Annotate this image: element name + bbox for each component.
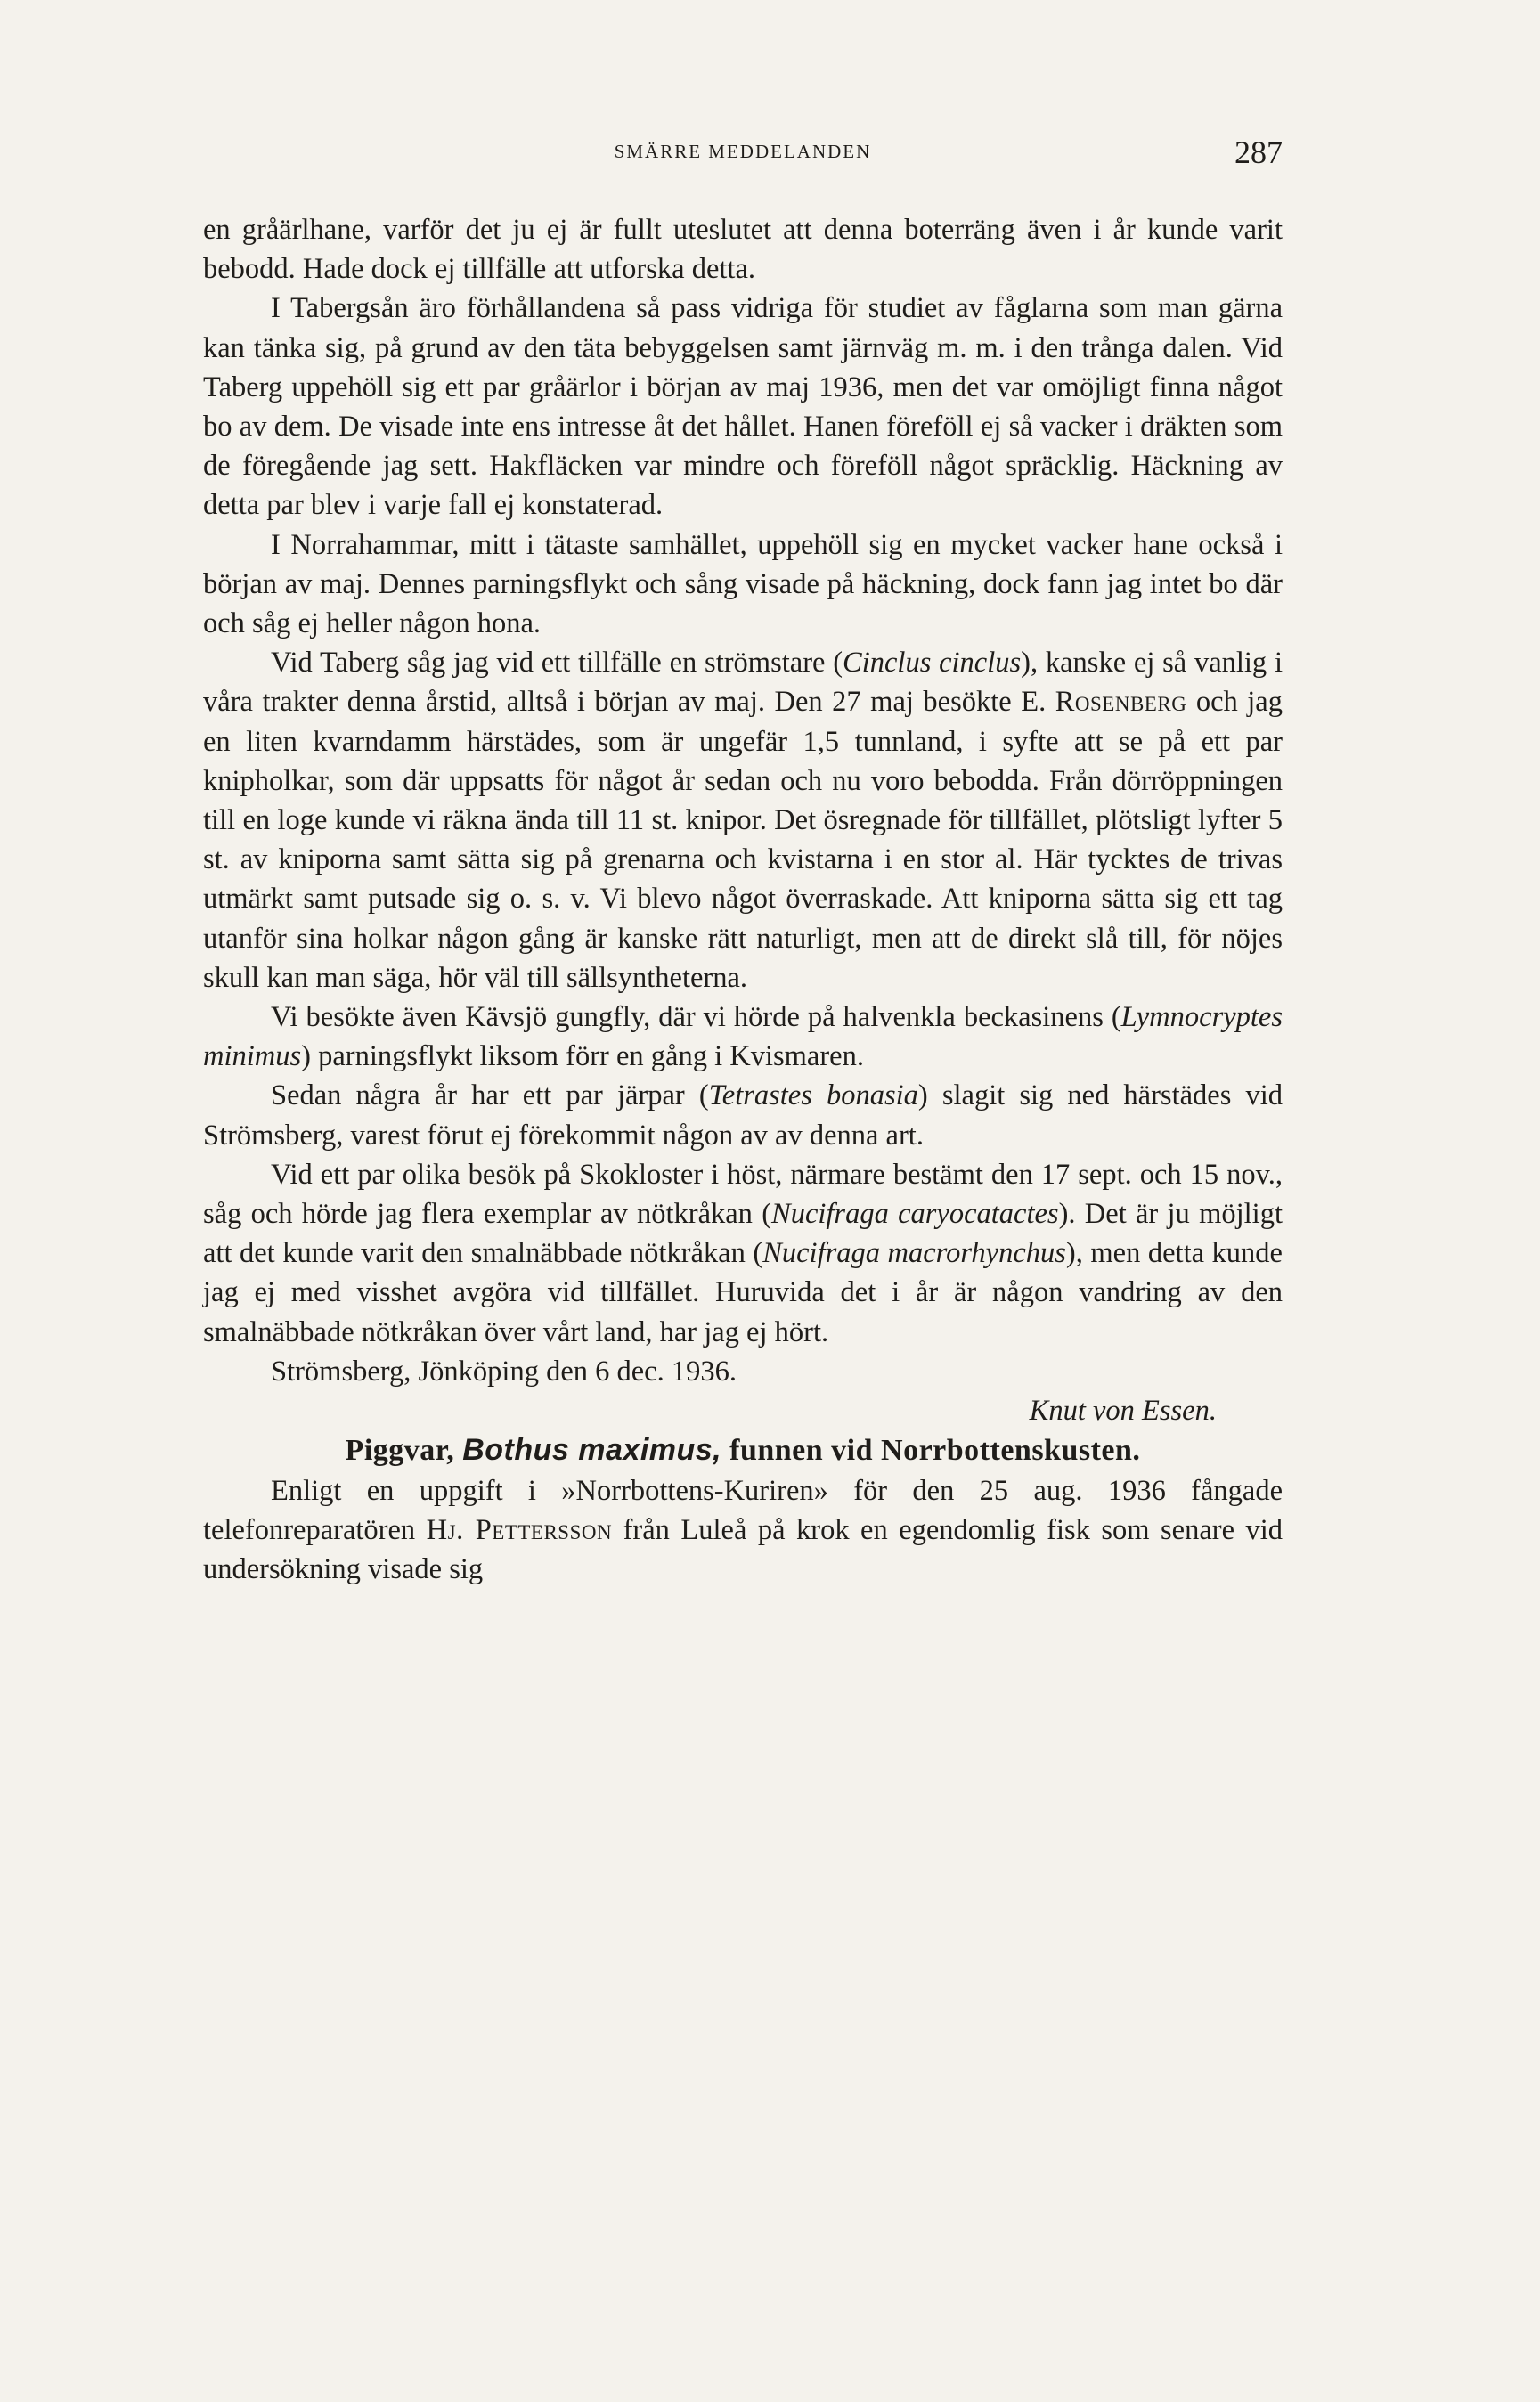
- signature: Knut von Essen.: [1029, 1395, 1217, 1428]
- paragraph-1: en gråärlhane, varför det ju ej är fullt uteslutet att denna boterräng även i år kunde varit bebodd. Hade dock ej tillfälle att utforska detta.: [203, 214, 1283, 286]
- dateline: Strömsberg, Jönköping den 6 dec. 1936.: [271, 1355, 737, 1388]
- paragraph-3: I Norrahammar, mitt i tätaste samhället, uppehöll sig en mycket vacker hane också i början av maj. Dennes parningsflykt och sång visade på häckning, dock fann jag intet bo där och såg ej heller någon hona.: [203, 528, 1283, 640]
- article-title: Piggvar, Bothus maximus, funnen vid Norrbottenskusten.: [345, 1433, 1141, 1468]
- species-lymnocryptes: Lymnocryptes minimus: [203, 1001, 1283, 1073]
- article-2-paragraph-1: Enligt en uppgift i »Norrbottens-Kuriren» för den 25 aug. 1936 fångade telefonreparatören Hj. Pettersson från Luleå på krok en egendomlig fisk som senare vid undersökning visade sig: [203, 1474, 1283, 1585]
- paragraph-7: Vid ett par olika besök på Skokloster i höst, närmare bestämt den 17 sept. och 15 nov., såg och hörde jag flera exemplar av nötkråkan (Nucifraga caryocatactes). Det är ju möjligt att det kunde varit den smalnäbbade nötkråkan (Nucifraga macrorhynchus), men detta kunde jag ej med visshet avgöra vid tillfället. Huruvida det i år är någon vandring av den smalnäbbade nötkråkan över vårt land, har jag ej hört.: [203, 1158, 1283, 1348]
- species-nucifraga-macrorhynchus: Nucifraga macrorhynchus: [762, 1237, 1066, 1270]
- species-nucifraga-caryocatactes: Nucifraga caryocatactes: [771, 1198, 1059, 1231]
- paragraph-6: Sedan några år har ett par järpar (Tetrastes bonasia) slagit sig ned härstädes vid Strömsberg, varest förut ej förekommit någon av av denna art.: [203, 1079, 1283, 1152]
- author-rosenberg: Rosenberg: [1055, 686, 1187, 719]
- species-tetrastes: Tetrastes bonasia: [708, 1079, 918, 1112]
- paragraph-4: Vid Taberg såg jag vid ett tillfälle en strömstare (Cinclus cinclus), kanske ej så vanlig i våra trakter denna årstid, alltså i början av maj. Den 27 maj besökte E. Rosenberg och jag en liten kvarndamm härstädes, som är ungefär 1,5 tunnland, i syfte att se på ett par knipholkar, som där uppsatts för något år sedan och nu voro bebodda. Från dörröppningen till en loge kunde vi räkna ända till 11 st. knipor. Det ösregnade för tillfället, plötsligt lyfter 5 st. av kniporna samt sätta sig på grenarna och kvistarna i en stor al. Här tycktes de trivas utmärkt samt putsade sig o. s. v. Vi blevo något överraskade. Att kniporna sätta sig ett tag utanför sina holkar någon gång är kanske rätt naturligt, men att de direkt slå till, för nöjes skull kan man säga, hör väl till sällsyntheterna.: [203, 647, 1283, 994]
- author-pettersson: Hj. Pettersson: [426, 1513, 613, 1546]
- running-head: SMÄRRE MEDDELANDEN: [614, 141, 872, 162]
- page-number: 287: [1234, 134, 1283, 170]
- page-header: [203, 134, 1283, 183]
- species-bothus: Bothus maximus,: [462, 1433, 722, 1468]
- paragraph-2: I Tabergsån äro förhållandena så pass vidriga för studiet av fåglarna som man gärna kan tänka sig, på grund av den täta bebyggelsen samt järnväg m. m. i den trånga dalen. Vid Taberg uppehöll sig ett par gråärlor i början av maj 1936, men det var omöjligt finna något bo av dem. De visade inte ens intresse åt det hållet. Hanen föreföll ej så vacker i dräkten som de föregående jag sett. Hakfläcken var mindre och föreföll något spräcklig. Häckning av detta par blev i varje fall ej konstaterad.: [203, 292, 1283, 522]
- body-text: [203, 210, 1283, 1589]
- species-cinclus: Cinclus cinclus: [843, 647, 1022, 680]
- paragraph-5: Vi besökte även Kävsjö gungfly, där vi hörde på halvenkla beckasinens (Lymnocryptes minimus) parningsflykt liksom förr en gång i Kvismaren.: [203, 1001, 1283, 1073]
